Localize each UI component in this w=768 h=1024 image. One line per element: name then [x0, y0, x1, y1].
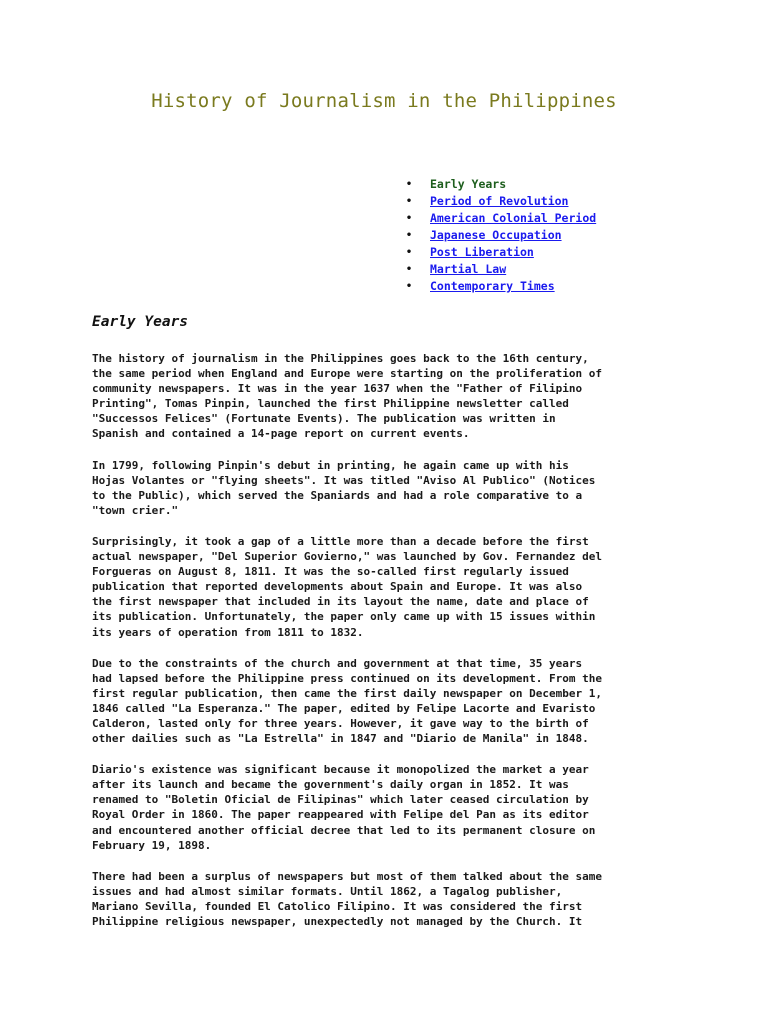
toc-item-post-liberation[interactable]: [404, 244, 596, 261]
page-title: History of Journalism in the Philippines: [151, 90, 617, 112]
toc-link-martial-law[interactable]: Martial Law: [430, 262, 507, 276]
bullet-icon: •: [406, 264, 413, 275]
toc-link-japanese-occupation[interactable]: Japanese Occupation: [430, 228, 562, 242]
paragraph: The history of journalism in the Philippines goes back to the 16th century, the same period when England and Europe were starting on the proliferation of community newspapers. It was in the year 1637 when the "Father of Filipino Printing", Tomas Pinpin, launched the first Philippine newsletter called "Successos Felices" (Fortunate Events). The publication was written in Spanish and contained a 14-page report on current events.: [92, 352, 602, 441]
toc-label-current: Early Years: [430, 177, 507, 191]
bullet-icon: •: [406, 196, 413, 207]
toc-item-contemporary-times[interactable]: [404, 278, 596, 295]
toc-item-japanese-occupation[interactable]: [404, 227, 596, 244]
paragraph: Diario's existence was significant because it monopolized the market a year after its launch and became the government's daily organ in 1852. It was renamed to "Boletin Oficial de Filipinas" which later ceased circulation by Royal Order in 1860. The paper reappeared with Felipe del Pan as its editor and encountered another official decree that led to its permanent closure on February 19, 1898.: [92, 763, 596, 852]
toc-item-early-years: [404, 176, 596, 193]
paragraph: There had been a surplus of newspapers but most of them talked about the same issues and had almost similar formats. Until 1862, a Tagalog publisher, Mariano Sevilla, founded El Catolico Filipino. It was considered the first Philippine religious newspaper, unexpectedly not managed by the Church. It: [92, 869, 602, 928]
toc-link-post-liberation[interactable]: Post Liberation: [430, 245, 534, 259]
bullet-icon: •: [406, 213, 413, 224]
toc-link-period-of-revolution[interactable]: Period of Revolution: [430, 194, 569, 208]
toc-item-american-colonial-period[interactable]: [404, 210, 596, 227]
paragraph: In 1799, following Pinpin's debut in printing, he again came up with his Hojas Volantes or "flying sheets". It was titled "Aviso Al Publico" (Notices to the Public), which served the Spaniards and had a role comparative to a "town crier.": [92, 458, 596, 517]
paragraph: Due to the constraints of the church and government at that time, 35 years had lapsed before the Philippine press continued on its development. From the first regular publication, then came the first daily newspaper on December 1, 1846 called "La Esperanza." The paper, edited by Felipe Lacorte and Evaristo Calderon, lasted only for three years. However, it gave way to the birth of other dailies such as "La Estrella" in 1847 and "Diario de Manila" in 1848.: [92, 656, 602, 746]
bullet-icon: •: [406, 281, 413, 292]
toc-item-martial-law[interactable]: [404, 261, 596, 278]
section-heading: Early Years: [92, 314, 189, 330]
table-of-contents: [404, 176, 596, 295]
article-body: [92, 351, 682, 945]
toc-item-period-of-revolution[interactable]: [404, 193, 596, 210]
toc-link-contemporary-times[interactable]: Contemporary Times: [430, 279, 555, 293]
bullet-icon: •: [406, 230, 413, 241]
paragraph: Surprisingly, it took a gap of a little more than a decade before the first actual newspaper, "Del Superior Govierno," was launched by Gov. Fernandez del Forgueras on August 8, 1811. It was the so-called first regularly issued publication that reported developments about Spain and Europe. It was also the first newspaper that included in its layout the name, date and place of its publication. Unfortunately, the paper only came up with 15 issues within its years of operation from 1811 to 1832.: [92, 534, 602, 639]
toc-link-american-colonial-period[interactable]: American Colonial Period: [430, 211, 597, 225]
bullet-icon: •: [406, 247, 413, 258]
bullet-icon: •: [406, 179, 413, 190]
